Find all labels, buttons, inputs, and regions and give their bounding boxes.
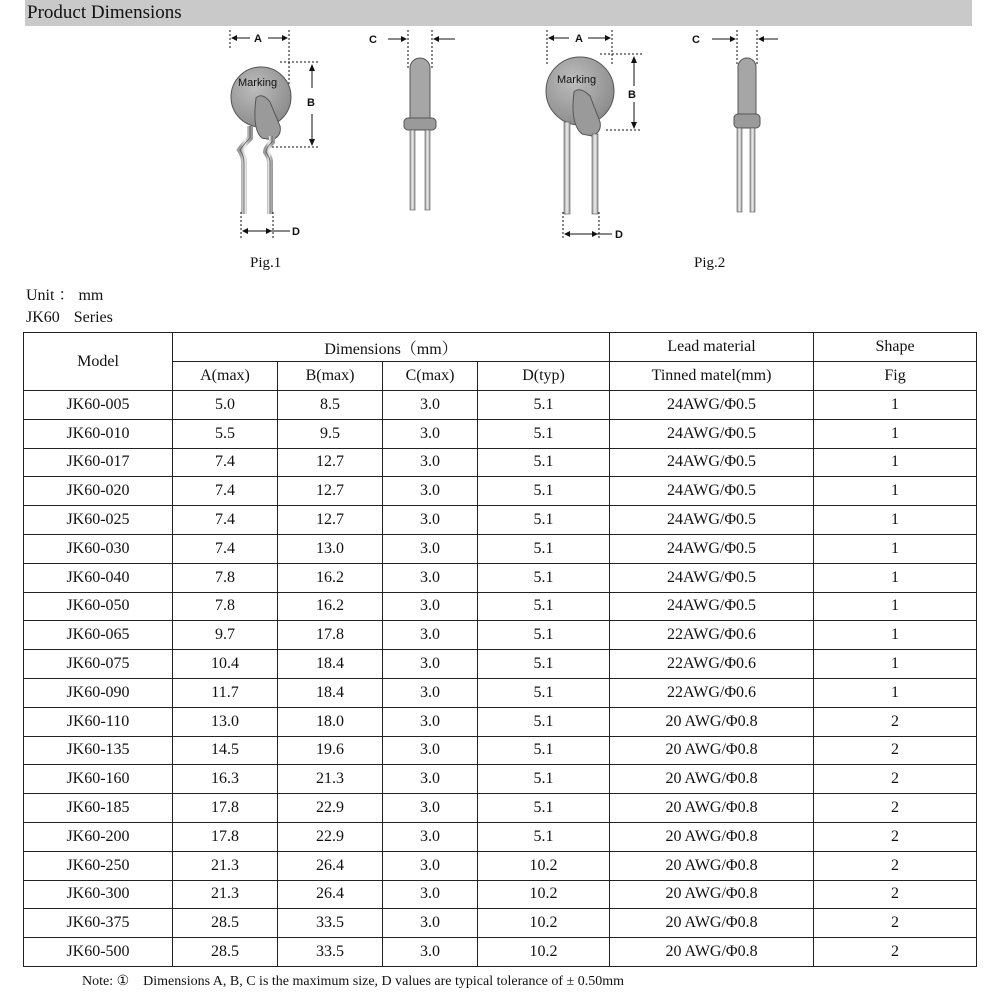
cell-lead-material: 24AWG/Φ0.5 <box>610 477 814 506</box>
cell-fig: 2 <box>814 765 977 794</box>
table-row <box>24 391 977 420</box>
cell-model: JK60-050 <box>24 592 173 621</box>
subheader-fig: Fig <box>814 362 977 391</box>
cell-model: JK60-375 <box>24 909 173 938</box>
cell-b-max: 12.7 <box>278 506 383 535</box>
cell-c-max: 3.0 <box>383 938 478 967</box>
cell-lead-material: 20 AWG/Φ0.8 <box>610 794 814 823</box>
cell-lead-material: 20 AWG/Φ0.8 <box>610 909 814 938</box>
cell-fig: 2 <box>814 707 977 736</box>
cell-c-max: 3.0 <box>383 592 478 621</box>
cell-fig: 1 <box>814 592 977 621</box>
cell-a-max: 17.8 <box>173 822 278 851</box>
cell-a-max: 7.4 <box>173 448 278 477</box>
section-title: Product Dimensions <box>27 2 182 23</box>
cell-b-max: 12.7 <box>278 477 383 506</box>
footnote: Note: ① Dimensions A, B, C is the maximum size, D values are typical tolerance of ± 0.50mm <box>82 974 625 989</box>
cell-d-typ: 5.1 <box>478 506 610 535</box>
fig2-side-view <box>692 30 778 212</box>
cell-c-max: 3.0 <box>383 765 478 794</box>
series-line <box>26 309 113 327</box>
cell-b-max: 12.7 <box>278 448 383 477</box>
cell-lead-material: 22AWG/Φ0.6 <box>610 650 814 679</box>
cell-b-max: 13.0 <box>278 534 383 563</box>
cell-b-max: 18.0 <box>278 707 383 736</box>
table-row <box>24 909 977 938</box>
table-row <box>24 650 977 679</box>
cell-model: JK60-030 <box>24 534 173 563</box>
cell-a-max: 7.4 <box>173 506 278 535</box>
cell-fig: 1 <box>814 678 977 707</box>
cell-fig: 2 <box>814 794 977 823</box>
cell-d-typ: 10.2 <box>478 909 610 938</box>
cell-lead-material: 24AWG/Φ0.5 <box>610 419 814 448</box>
fig2-caption: Pig.2 <box>694 255 726 271</box>
fig2-dim-c-label: C <box>692 34 700 46</box>
cell-fig: 2 <box>814 880 977 909</box>
table-row <box>24 794 977 823</box>
cell-lead-material: 20 AWG/Φ0.8 <box>610 880 814 909</box>
fig2-dim-b-label: B <box>628 89 636 101</box>
cell-c-max: 3.0 <box>383 851 478 880</box>
cell-lead-material: 22AWG/Φ0.6 <box>610 621 814 650</box>
cell-b-max: 22.9 <box>278 822 383 851</box>
table-row <box>24 678 977 707</box>
cell-lead-material: 20 AWG/Φ0.8 <box>610 851 814 880</box>
cell-d-typ: 5.1 <box>478 621 610 650</box>
cell-fig: 2 <box>814 736 977 765</box>
cell-d-typ: 5.1 <box>478 391 610 420</box>
cell-a-max: 13.0 <box>173 707 278 736</box>
cell-a-max: 21.3 <box>173 880 278 909</box>
series-suffix: Series <box>73 309 113 326</box>
figures-area <box>0 26 1000 281</box>
cell-model: JK60-090 <box>24 678 173 707</box>
table-row <box>24 419 977 448</box>
cell-c-max: 3.0 <box>383 563 478 592</box>
cell-b-max: 26.4 <box>278 880 383 909</box>
cell-a-max: 7.8 <box>173 592 278 621</box>
cell-b-max: 9.5 <box>278 419 383 448</box>
fig1-marking-text: Marking <box>238 77 278 89</box>
cell-c-max: 3.0 <box>383 794 478 823</box>
cell-a-max: 21.3 <box>173 851 278 880</box>
cell-lead-material: 24AWG/Φ0.5 <box>610 448 814 477</box>
cell-d-typ: 5.1 <box>478 650 610 679</box>
unit-line: Unit ： mm <box>26 287 104 304</box>
cell-c-max: 3.0 <box>383 419 478 448</box>
cell-model: JK60-065 <box>24 621 173 650</box>
cell-fig: 1 <box>814 391 977 420</box>
cell-d-typ: 5.1 <box>478 822 610 851</box>
cell-lead-material: 24AWG/Φ0.5 <box>610 592 814 621</box>
subheader-d-typ: D(typ) <box>478 362 610 391</box>
cell-b-max: 33.5 <box>278 938 383 967</box>
cell-fig: 1 <box>814 534 977 563</box>
section-banner <box>25 0 972 26</box>
fig2-dim-a-label: A <box>575 33 583 45</box>
header-lead-material: Lead material <box>610 333 814 362</box>
table-row <box>24 534 977 563</box>
cell-d-typ: 5.1 <box>478 448 610 477</box>
cell-lead-material: 24AWG/Φ0.5 <box>610 506 814 535</box>
table-row <box>24 765 977 794</box>
table-body <box>24 391 977 967</box>
cell-b-max: 19.6 <box>278 736 383 765</box>
cell-fig: 2 <box>814 851 977 880</box>
cell-b-max: 18.4 <box>278 650 383 679</box>
table-row <box>24 477 977 506</box>
cell-c-max: 3.0 <box>383 707 478 736</box>
cell-a-max: 28.5 <box>173 938 278 967</box>
cell-d-typ: 5.1 <box>478 592 610 621</box>
header-model: Model <box>24 333 173 391</box>
cell-fig: 1 <box>814 621 977 650</box>
cell-lead-material: 24AWG/Φ0.5 <box>610 563 814 592</box>
cell-fig: 1 <box>814 563 977 592</box>
fig2-front-view <box>546 30 642 241</box>
cell-a-max: 7.8 <box>173 563 278 592</box>
fig1-dim-a-label: A <box>254 33 262 45</box>
cell-b-max: 8.5 <box>278 391 383 420</box>
cell-d-typ: 5.1 <box>478 794 610 823</box>
fig1-dim-b-label: B <box>307 97 315 109</box>
cell-a-max: 14.5 <box>173 736 278 765</box>
cell-d-typ: 5.1 <box>478 678 610 707</box>
cell-a-max: 28.5 <box>173 909 278 938</box>
cell-c-max: 3.0 <box>383 448 478 477</box>
dimensions-table <box>23 332 977 967</box>
cell-d-typ: 10.2 <box>478 938 610 967</box>
table-row <box>24 592 977 621</box>
cell-c-max: 3.0 <box>383 822 478 851</box>
cell-model: JK60-300 <box>24 880 173 909</box>
table-row <box>24 506 977 535</box>
cell-d-typ: 5.1 <box>478 707 610 736</box>
cell-c-max: 3.0 <box>383 650 478 679</box>
cell-lead-material: 20 AWG/Φ0.8 <box>610 736 814 765</box>
cell-fig: 2 <box>814 822 977 851</box>
cell-d-typ: 10.2 <box>478 880 610 909</box>
cell-c-max: 3.0 <box>383 736 478 765</box>
cell-lead-material: 24AWG/Φ0.5 <box>610 391 814 420</box>
cell-a-max: 11.7 <box>173 678 278 707</box>
subheader-tinned-matel: Tinned matel(mm) <box>610 362 814 391</box>
cell-fig: 2 <box>814 938 977 967</box>
cell-fig: 1 <box>814 419 977 448</box>
cell-b-max: 17.8 <box>278 621 383 650</box>
cell-b-max: 16.2 <box>278 563 383 592</box>
table-row <box>24 851 977 880</box>
cell-b-max: 16.2 <box>278 592 383 621</box>
cell-lead-material: 24AWG/Φ0.5 <box>610 534 814 563</box>
fig2-marking-text: Marking <box>557 74 597 86</box>
cell-a-max: 5.5 <box>173 419 278 448</box>
header-shape: Shape <box>814 333 977 362</box>
cell-model: JK60-185 <box>24 794 173 823</box>
table-row <box>24 822 977 851</box>
cell-a-max: 9.7 <box>173 621 278 650</box>
cell-c-max: 3.0 <box>383 534 478 563</box>
cell-lead-material: 20 AWG/Φ0.8 <box>610 707 814 736</box>
cell-c-max: 3.0 <box>383 678 478 707</box>
subheader-b-max: B(max) <box>278 362 383 391</box>
cell-fig: 1 <box>814 448 977 477</box>
fig1-front-view <box>230 30 318 238</box>
cell-b-max: 26.4 <box>278 851 383 880</box>
cell-model: JK60-500 <box>24 938 173 967</box>
series-name: JK60 <box>26 309 60 326</box>
cell-d-typ: 10.2 <box>478 851 610 880</box>
cell-model: JK60-005 <box>24 391 173 420</box>
cell-fig: 1 <box>814 506 977 535</box>
cell-fig: 1 <box>814 477 977 506</box>
table-row <box>24 621 977 650</box>
table-header-row <box>24 333 977 362</box>
cell-d-typ: 5.1 <box>478 736 610 765</box>
table-row <box>24 736 977 765</box>
fig2-dim-d-label: D <box>615 229 623 241</box>
table-row <box>24 448 977 477</box>
cell-lead-material: 20 AWG/Φ0.8 <box>610 938 814 967</box>
cell-model: JK60-010 <box>24 419 173 448</box>
cell-c-max: 3.0 <box>383 506 478 535</box>
cell-d-typ: 5.1 <box>478 765 610 794</box>
cell-d-typ: 5.1 <box>478 419 610 448</box>
cell-b-max: 33.5 <box>278 909 383 938</box>
cell-c-max: 3.0 <box>383 621 478 650</box>
table-row <box>24 938 977 967</box>
cell-a-max: 7.4 <box>173 534 278 563</box>
cell-fig: 1 <box>814 650 977 679</box>
fig1-dim-d-label: D <box>292 226 300 238</box>
cell-fig: 2 <box>814 909 977 938</box>
table-row <box>24 880 977 909</box>
fig1-side-view <box>369 30 455 210</box>
cell-model: JK60-020 <box>24 477 173 506</box>
dimension-drawings <box>0 26 1000 281</box>
cell-d-typ: 5.1 <box>478 534 610 563</box>
header-dimensions: Dimensions（mm） <box>173 333 610 362</box>
cell-a-max: 7.4 <box>173 477 278 506</box>
cell-model: JK60-017 <box>24 448 173 477</box>
cell-lead-material: 22AWG/Φ0.6 <box>610 678 814 707</box>
cell-model: JK60-160 <box>24 765 173 794</box>
cell-c-max: 3.0 <box>383 391 478 420</box>
cell-c-max: 3.0 <box>383 909 478 938</box>
cell-lead-material: 20 AWG/Φ0.8 <box>610 822 814 851</box>
fig1-caption: Pig.1 <box>250 255 282 271</box>
cell-a-max: 10.4 <box>173 650 278 679</box>
cell-model: JK60-135 <box>24 736 173 765</box>
cell-a-max: 17.8 <box>173 794 278 823</box>
cell-lead-material: 20 AWG/Φ0.8 <box>610 765 814 794</box>
cell-d-typ: 5.1 <box>478 563 610 592</box>
cell-a-max: 16.3 <box>173 765 278 794</box>
subheader-a-max: A(max) <box>173 362 278 391</box>
subheader-c-max: C(max) <box>383 362 478 391</box>
cell-a-max: 5.0 <box>173 391 278 420</box>
cell-c-max: 3.0 <box>383 477 478 506</box>
cell-b-max: 18.4 <box>278 678 383 707</box>
cell-model: JK60-250 <box>24 851 173 880</box>
table-row <box>24 707 977 736</box>
cell-model: JK60-025 <box>24 506 173 535</box>
table-row <box>24 563 977 592</box>
cell-model: JK60-200 <box>24 822 173 851</box>
cell-model: JK60-075 <box>24 650 173 679</box>
cell-model: JK60-040 <box>24 563 173 592</box>
cell-d-typ: 5.1 <box>478 477 610 506</box>
cell-model: JK60-110 <box>24 707 173 736</box>
cell-b-max: 22.9 <box>278 794 383 823</box>
cell-b-max: 21.3 <box>278 765 383 794</box>
fig1-dim-c-label: C <box>369 34 377 46</box>
cell-c-max: 3.0 <box>383 880 478 909</box>
